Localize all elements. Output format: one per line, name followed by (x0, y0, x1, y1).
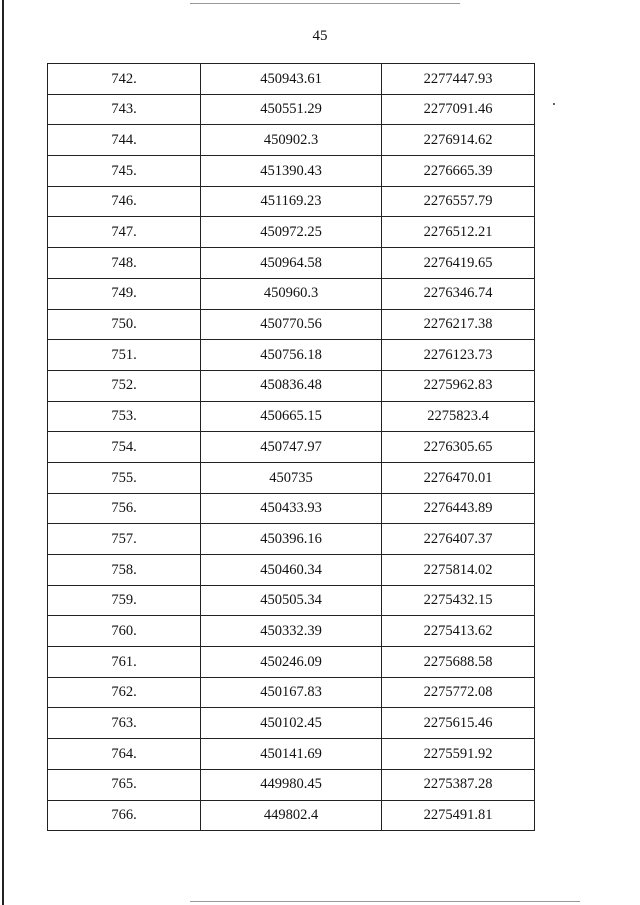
scan-left-edge (2, 0, 4, 905)
table-row (48, 186, 535, 217)
point-number-cell: 748. (48, 248, 201, 279)
table-row (48, 708, 535, 739)
top-rule (190, 3, 460, 4)
y-coordinate-cell: 2275823.4 (382, 401, 535, 432)
table-row (48, 278, 535, 309)
x-coordinate-cell: 450756.18 (201, 340, 382, 371)
point-number-cell: 743. (48, 94, 201, 125)
x-coordinate-cell: 450246.09 (201, 647, 382, 678)
point-number-cell: 742. (48, 64, 201, 95)
point-number-cell: 754. (48, 432, 201, 463)
y-coordinate-cell: 2275814.02 (382, 555, 535, 586)
table-row (48, 800, 535, 831)
table-row (48, 64, 535, 95)
point-number-cell: 753. (48, 401, 201, 432)
x-coordinate-cell: 450972.25 (201, 217, 382, 248)
table-row (48, 647, 535, 678)
point-number-cell: 755. (48, 462, 201, 493)
y-coordinate-cell: 2276346.74 (382, 278, 535, 309)
point-number-cell: 761. (48, 647, 201, 678)
x-coordinate-cell: 450836.48 (201, 370, 382, 401)
point-number-cell: 746. (48, 186, 201, 217)
point-number-cell: 763. (48, 708, 201, 739)
point-number-cell: 745. (48, 156, 201, 187)
point-number-cell: 766. (48, 800, 201, 831)
x-coordinate-cell: 450141.69 (201, 739, 382, 770)
y-coordinate-cell: 2276443.89 (382, 493, 535, 524)
y-coordinate-cell: 2276419.65 (382, 248, 535, 279)
x-coordinate-cell: 450167.83 (201, 677, 382, 708)
point-number-cell: 758. (48, 555, 201, 586)
x-coordinate-cell: 450433.93 (201, 493, 382, 524)
y-coordinate-cell: 2276470.01 (382, 462, 535, 493)
y-coordinate-cell: 2276407.37 (382, 524, 535, 555)
table-row (48, 616, 535, 647)
point-number-cell: 760. (48, 616, 201, 647)
point-number-cell: 756. (48, 493, 201, 524)
table-row (48, 462, 535, 493)
point-number-cell: 749. (48, 278, 201, 309)
table-row (48, 401, 535, 432)
x-coordinate-cell: 450964.58 (201, 248, 382, 279)
y-coordinate-cell: 2275387.28 (382, 769, 535, 800)
x-coordinate-cell: 450943.61 (201, 64, 382, 95)
x-coordinate-cell: 450505.34 (201, 585, 382, 616)
y-coordinate-cell: 2276305.65 (382, 432, 535, 463)
table-row (48, 340, 535, 371)
x-coordinate-cell: 449802.4 (201, 800, 382, 831)
y-coordinate-cell: 2275432.15 (382, 585, 535, 616)
table-row (48, 309, 535, 340)
x-coordinate-cell: 450102.45 (201, 708, 382, 739)
y-coordinate-cell: 2275413.62 (382, 616, 535, 647)
x-coordinate-cell: 450747.97 (201, 432, 382, 463)
x-coordinate-cell: 450332.39 (201, 616, 382, 647)
x-coordinate-cell: 450770.56 (201, 309, 382, 340)
point-number-cell: 751. (48, 340, 201, 371)
point-number-cell: 744. (48, 125, 201, 156)
table-row (48, 156, 535, 187)
y-coordinate-cell: 2276557.79 (382, 186, 535, 217)
point-number-cell: 757. (48, 524, 201, 555)
x-coordinate-cell: 450902.3 (201, 125, 382, 156)
table-row (48, 585, 535, 616)
coordinates-table (47, 63, 535, 831)
y-coordinate-cell: 2276914.62 (382, 125, 535, 156)
table-row (48, 555, 535, 586)
table-row (48, 248, 535, 279)
y-coordinate-cell: 2275772.08 (382, 677, 535, 708)
table-row (48, 677, 535, 708)
y-coordinate-cell: 2275491.81 (382, 800, 535, 831)
y-coordinate-cell: 2277091.46 (382, 94, 535, 125)
point-number-cell: 759. (48, 585, 201, 616)
point-number-cell: 765. (48, 769, 201, 800)
table-row (48, 524, 535, 555)
page-number: 45 (312, 28, 328, 44)
table-row (48, 370, 535, 401)
table-row (48, 217, 535, 248)
table-row (48, 769, 535, 800)
y-coordinate-cell: 2276665.39 (382, 156, 535, 187)
x-coordinate-cell: 450665.15 (201, 401, 382, 432)
x-coordinate-cell: 450551.29 (201, 94, 382, 125)
point-number-cell: 764. (48, 739, 201, 770)
table-row (48, 739, 535, 770)
y-coordinate-cell: 2276512.21 (382, 217, 535, 248)
point-number-cell: 750. (48, 309, 201, 340)
bottom-rule (190, 901, 580, 902)
y-coordinate-cell: 2276123.73 (382, 340, 535, 371)
y-coordinate-cell: 2275962.83 (382, 370, 535, 401)
point-number-cell: 747. (48, 217, 201, 248)
table-row (48, 493, 535, 524)
y-coordinate-cell: 2275591.92 (382, 739, 535, 770)
x-coordinate-cell: 450735 (201, 462, 382, 493)
y-coordinate-cell: 2275688.58 (382, 647, 535, 678)
y-coordinate-cell: 2275615.46 (382, 708, 535, 739)
x-coordinate-cell: 450460.34 (201, 555, 382, 586)
x-coordinate-cell: 450960.3 (201, 278, 382, 309)
x-coordinate-cell: 451169.23 (201, 186, 382, 217)
x-coordinate-cell: 451390.43 (201, 156, 382, 187)
y-coordinate-cell: 2276217.38 (382, 309, 535, 340)
y-coordinate-cell: 2277447.93 (382, 64, 535, 95)
x-coordinate-cell: 450396.16 (201, 524, 382, 555)
scan-speck (553, 103, 555, 105)
table-row (48, 125, 535, 156)
point-number-cell: 762. (48, 677, 201, 708)
point-number-cell: 752. (48, 370, 201, 401)
coordinates-table-body (48, 64, 535, 831)
x-coordinate-cell: 449980.45 (201, 769, 382, 800)
table-row (48, 432, 535, 463)
table-row (48, 94, 535, 125)
